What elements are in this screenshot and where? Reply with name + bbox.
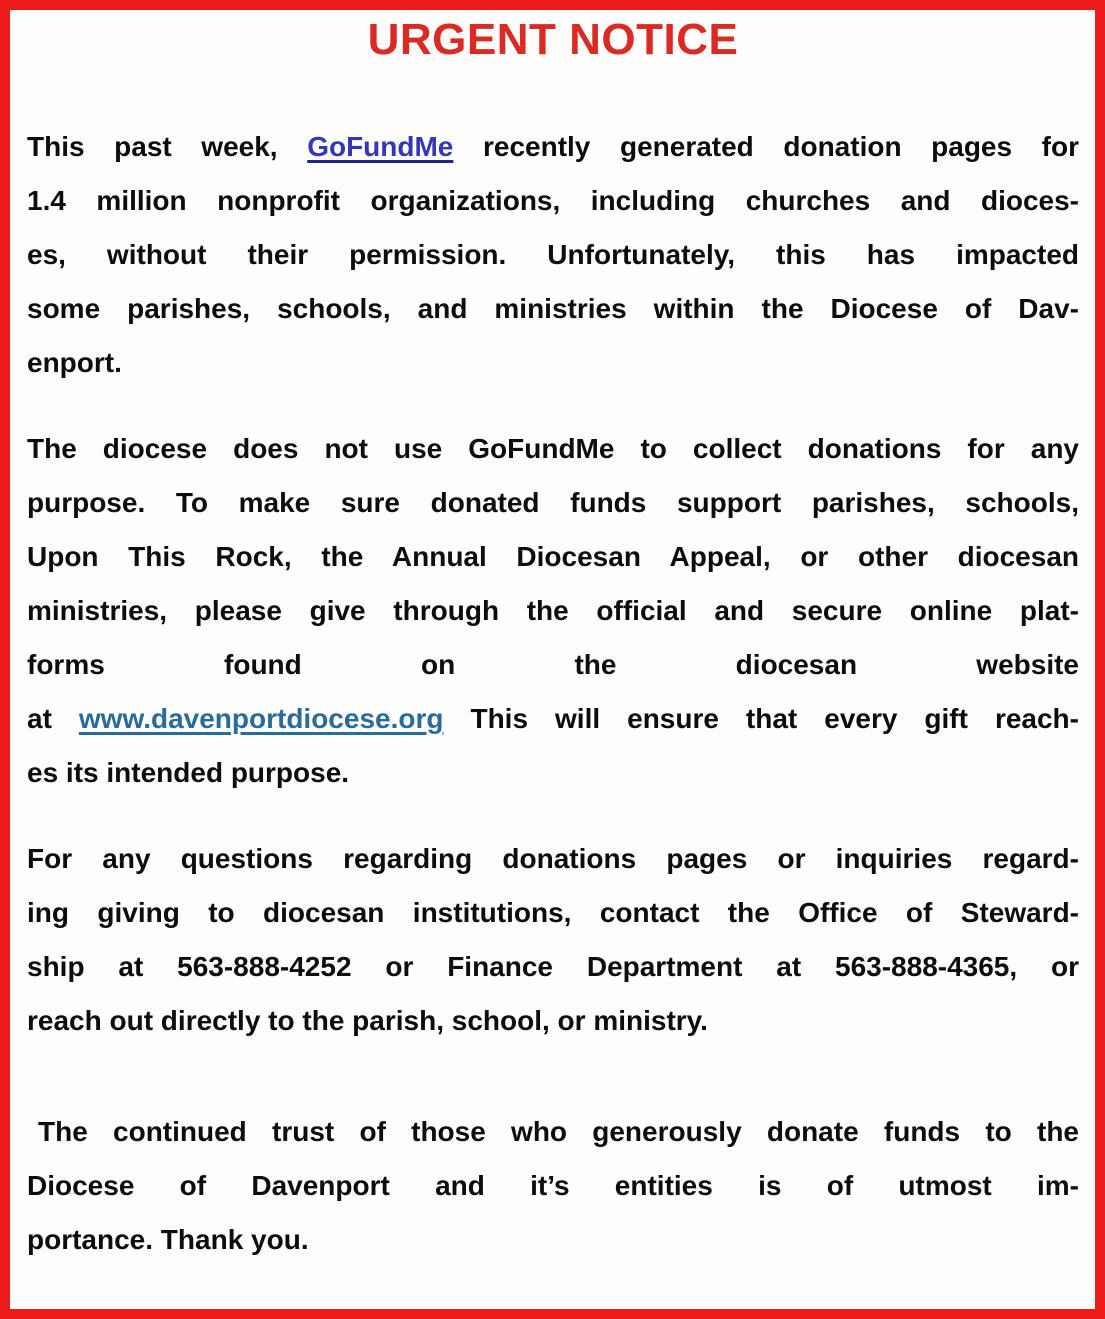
text-line: portance. Thank you.	[27, 1224, 309, 1255]
text-line	[27, 120, 1079, 174]
text-line: ship at 563-888-4252 or Finance Department at 563-888-4365, or	[27, 951, 1079, 982]
text-line: purpose. To make sure donated funds support parishes, schools,	[27, 487, 1079, 518]
text-segment: This past week,	[27, 131, 308, 162]
text-line: For any questions regarding donations pages or inquiries regard-	[27, 843, 1079, 874]
text-line: 1.4 million nonprofit organizations, including churches and dioces-	[27, 185, 1079, 216]
text-segment: at	[27, 703, 79, 734]
text-line: reach out directly to the parish, school, or ministry.	[27, 1005, 708, 1036]
paragraph-contact-info	[27, 832, 1079, 1048]
text-line: The continued trust of those who generously donate funds to the	[38, 1116, 1079, 1147]
text-segment: recently generated donation pages for	[453, 131, 1079, 162]
text-line: es its intended purpose.	[27, 757, 350, 788]
gofundme-link[interactable]: GoFundMe	[307, 131, 454, 162]
paragraph-official-platforms	[27, 422, 1079, 800]
page-title: URGENT NOTICE	[367, 15, 739, 64]
text-line: enport.	[27, 347, 122, 378]
text-line: some parishes, schools, and ministries within the Diocese of Dav-	[27, 293, 1079, 324]
text-line: es, without their permission. Unfortunately, this has impacted	[27, 239, 1079, 270]
text-line: forms found on the diocesan website	[27, 649, 1079, 680]
text-line: ministries, please give through the official and secure online plat-	[27, 595, 1079, 626]
text-line: ing giving to diocesan institutions, contact the Office of Steward-	[27, 897, 1079, 928]
text-segment: This will ensure that every gift reach-	[443, 703, 1079, 734]
text-line	[27, 692, 1079, 746]
paragraph-gofundme-issue	[27, 120, 1079, 390]
text-line: The diocese does not use GoFundMe to collect donations for any	[27, 433, 1079, 464]
text-line: Upon This Rock, the Annual Diocesan Appeal, or other diocesan	[27, 541, 1079, 572]
text-line: Diocese of Davenport and it’s entities is of utmost im-	[27, 1170, 1079, 1201]
diocese-website-link[interactable]: www.davenportdiocese.org	[78, 703, 444, 734]
paragraph-thank-you	[27, 1105, 1079, 1267]
